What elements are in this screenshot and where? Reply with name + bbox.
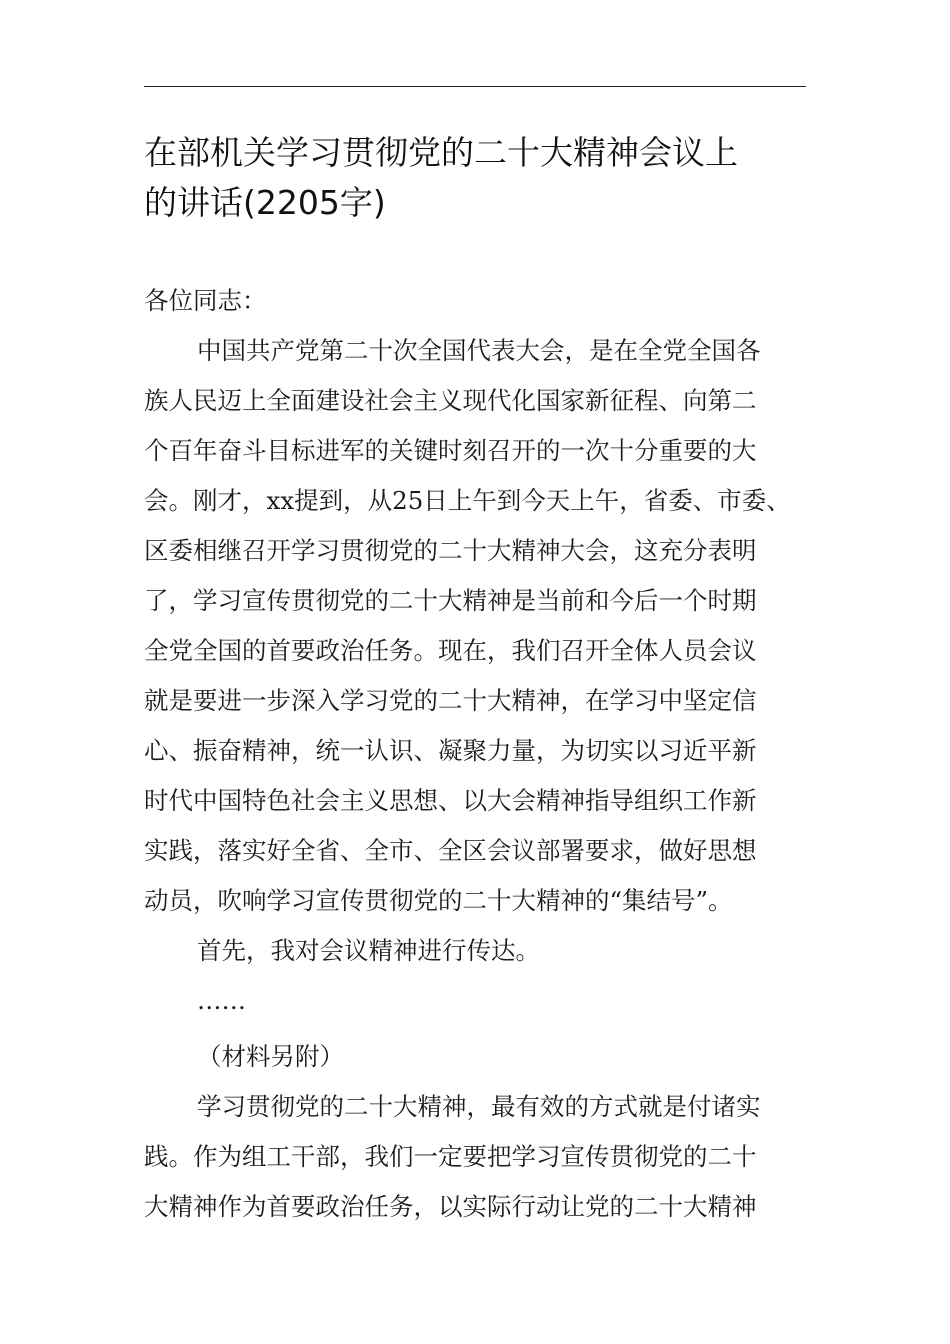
paragraph-line: 会。刚才，xx提到，从25日上午到今天上午，省委、市委、: [144, 486, 791, 515]
document-body: [144, 276, 844, 1232]
paragraph-line: 时代中国特色社会主义思想、以大会精神指导组织工作新: [144, 786, 757, 815]
paragraph-intro: [144, 326, 844, 926]
title-line: 的讲话(2205字): [144, 183, 386, 222]
salutation: 各位同志：: [144, 286, 267, 315]
paragraph-line: 族人民迈上全面建设社会主义现代化国家新征程、向第二: [144, 386, 757, 415]
paragraph-line: 大精神作为首要政治任务，以实际行动让党的二十大精神: [144, 1192, 757, 1221]
paragraph-transmit: 首先，我对会议精神进行传达。: [197, 936, 540, 965]
paragraph-line: 中国共产党第二十次全国代表大会，是在全党全国各: [197, 336, 761, 365]
paragraph-line: 心、振奋精神，统一认识、凝聚力量，为切实以习近平新: [144, 736, 757, 765]
title-line: 在部机关学习贯彻党的二十大精神会议上: [144, 133, 738, 172]
paragraph-line: 个百年奋斗目标进军的关键时刻召开的一次十分重要的大: [144, 436, 757, 465]
document-title: [144, 128, 814, 228]
header-rule: [144, 86, 806, 87]
paragraph-line: 践。作为组工干部，我们一定要把学习宣传贯彻党的二十: [144, 1142, 757, 1171]
paragraph-line: 区委相继召开学习贯彻党的二十大精神大会，这充分表明: [144, 536, 757, 565]
paragraph-line: 就是要进一步深入学习党的二十大精神，在学习中坚定信: [144, 686, 757, 715]
paragraph-line: 学习贯彻党的二十大精神，最有效的方式就是付诸实: [197, 1092, 761, 1121]
ellipsis: ……: [197, 986, 246, 1015]
attachment-note: （材料另附）: [197, 1042, 344, 1071]
paragraph-line: 全党全国的首要政治任务。现在，我们召开全体人员会议: [144, 636, 757, 665]
paragraph-line: 动员，吹响学习宣传贯彻党的二十大精神的“集结号”。: [144, 886, 733, 915]
paragraph-line: 实践，落实好全省、全市、全区会议部署要求，做好思想: [144, 836, 757, 865]
paragraph-line: 了，学习宣传贯彻党的二十大精神是当前和今后一个时期: [144, 586, 757, 615]
paragraph-practice: [144, 1082, 844, 1232]
